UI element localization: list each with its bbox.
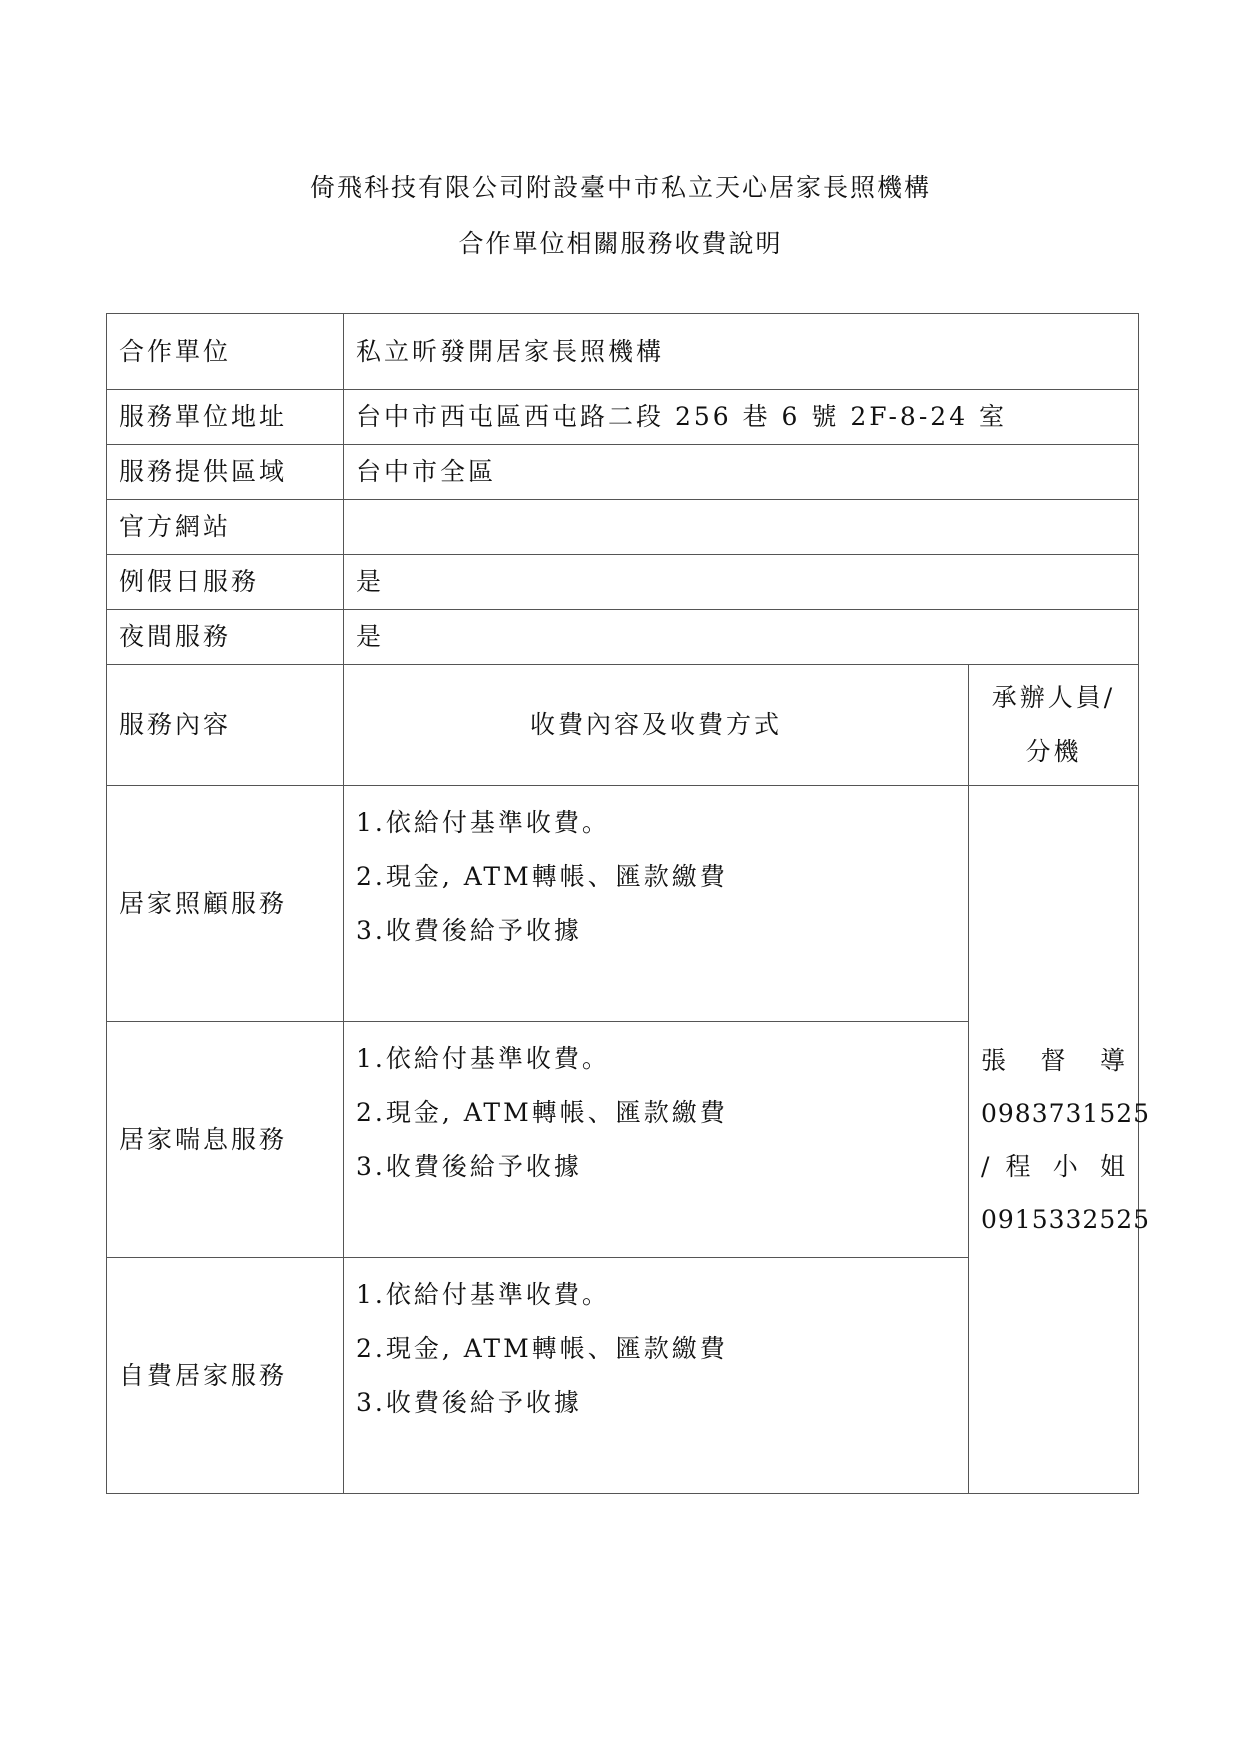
contact-name-2: / 程 小 姐: [981, 1151, 1127, 1181]
contact-cell: [969, 786, 1151, 1494]
fee-table: [106, 313, 1151, 1494]
handler-header-line1: 承辦人員/: [991, 683, 1116, 712]
row-label: 合作單位: [107, 314, 344, 390]
row-value: [344, 500, 1139, 555]
fee-item: 1.依給付基準收費。: [356, 808, 610, 837]
fee-item: 2.現金, ATM轉帳、匯款繳費: [356, 1334, 728, 1363]
table-row: [107, 314, 1139, 390]
service-header-row: [107, 665, 1139, 786]
fee-item: 1.依給付基準收費。: [356, 1044, 610, 1073]
row-label: 例假日服務: [107, 555, 344, 610]
fee-item: 2.現金, ATM轉帳、匯款繳費: [356, 1098, 728, 1127]
handler-header: [969, 665, 1139, 786]
handler-header-line2: 分機: [1025, 737, 1082, 766]
service-content-header: 服務內容: [107, 665, 344, 786]
fee-items: [344, 1022, 969, 1258]
fee-items: [344, 1258, 969, 1494]
fee-item: 3.收費後給予收據: [356, 1388, 582, 1417]
fee-item: 2.現金, ATM轉帳、匯款繳費: [356, 862, 728, 891]
table-row: [107, 445, 1139, 500]
row-value: 台中市全區: [344, 445, 1139, 500]
contact-phone-2: 0915332525: [981, 1204, 1151, 1234]
service-name: 居家照顧服務: [107, 786, 344, 1022]
service-row: [107, 786, 1139, 1022]
fee-item: 3.收費後給予收據: [356, 1152, 582, 1181]
table-row: [107, 390, 1139, 445]
table-row: [107, 610, 1139, 665]
document-title: 倚飛科技有限公司附設臺中市私立天心居家長照機構: [309, 173, 931, 202]
row-label: 夜間服務: [107, 610, 344, 665]
row-value: 台中市西屯區西屯路二段 256 巷 6 號 2F-8-24 室: [344, 390, 1139, 445]
fee-items: [344, 786, 969, 1022]
service-name: 自費居家服務: [107, 1258, 344, 1494]
row-label: 服務單位地址: [107, 390, 344, 445]
table-row: [107, 555, 1139, 610]
fee-item: 1.依給付基準收費。: [356, 1280, 610, 1309]
row-value: 是: [344, 555, 1139, 610]
service-name: 居家喘息服務: [107, 1022, 344, 1258]
contact-phone-1: 0983731525: [981, 1098, 1151, 1128]
fee-item: 3.收費後給予收據: [356, 916, 582, 945]
fee-method-header: 收費內容及收費方式: [344, 665, 969, 786]
row-label: 官方網站: [107, 500, 344, 555]
row-label: 服務提供區域: [107, 445, 344, 500]
table-row: [107, 500, 1139, 555]
row-value: 是: [344, 610, 1139, 665]
contact-name-1: 張 督 導: [981, 1045, 1127, 1075]
row-value: 私立昕發開居家長照機構: [344, 314, 1139, 390]
document-subtitle: 合作單位相關服務收費說明: [458, 229, 783, 258]
